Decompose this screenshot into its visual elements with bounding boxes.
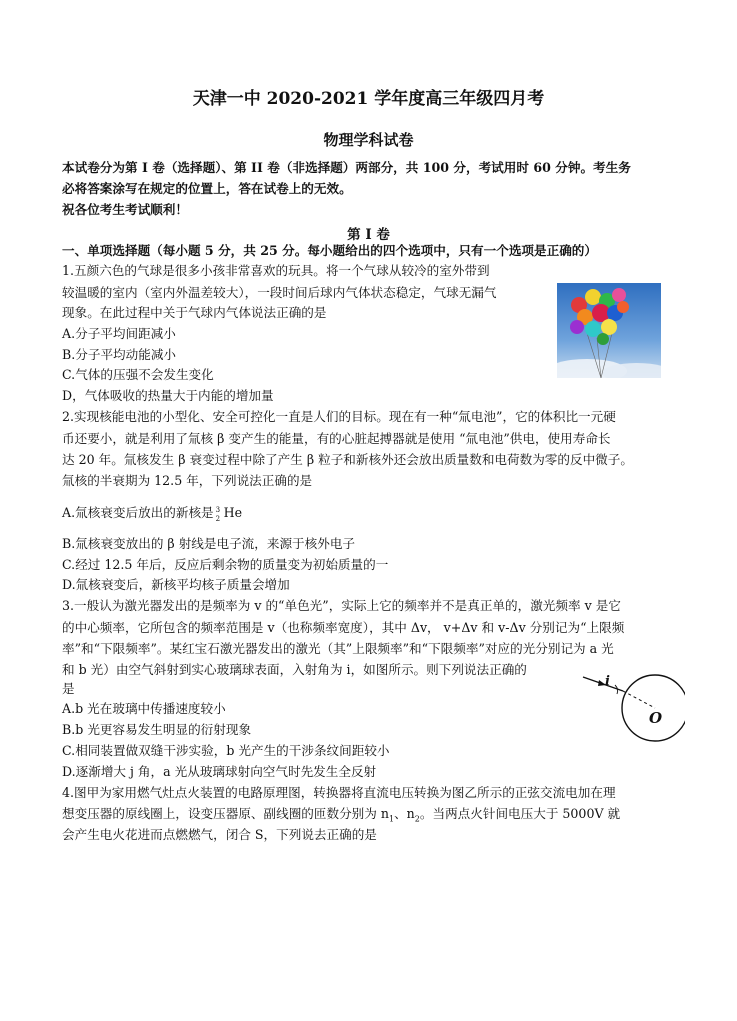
q2-option-a (62, 504, 242, 521)
q2-option-c: C.经过 12.5 年后，反应后剩余物的质量变为初始质量的一 (62, 557, 389, 572)
q1-line-3: 现象。在此过程中关于气球内气体说法正确的是 (62, 305, 327, 320)
q3-line-4: 和 b 光）由空气斜射到实心玻璃球表面，入射角为 i，如图所示。则下列说法正确的 (62, 662, 527, 677)
q3-option-c: C.相同装置做双缝干涉实验，b 光产生的干涉条纹间距较小 (62, 743, 390, 758)
q1-option-b: B.分子平均动能减小 (62, 347, 177, 362)
q3-option-d: D.逐渐增大 j 角，a 光从玻璃球射向空气时先发生全反射 (62, 764, 377, 779)
exam-subtitle: 物理学科试卷 (323, 131, 414, 149)
q1-line-1: 1.五颜六色的气球是很多小孩非常喜欢的玩具。将一个气球从较冷的室外带到 (62, 263, 490, 278)
balloon-photo (557, 283, 661, 378)
q2-line-3: 达 20 年。氚核发生 β 衰变过程中除了产生 β 粒子和新核外还会放出质量数和电荷数为零的反中微子。 (62, 452, 633, 467)
q4-line-1: 4.图甲为家用燃气灶点火装置的电路原理图，转换器将直流电压转换为图乙所示的正弦交流电加在理 (62, 785, 616, 800)
q2-option-a-text: A.氚核衰变后放出的新核是 (62, 505, 214, 520)
q4-line-3: 会产生电火花进而点燃燃气，闭合 S，下列说去正确的是 (62, 827, 377, 842)
exam-title: 天津一中 2020-2021 学年度高三年级四月考 (192, 89, 545, 109)
q3-line-1: 3.一般认为激光器发出的是频率为 v 的“单色光”，实际上它的频率并不是真正单的，激光频率 v 是它 (62, 598, 621, 613)
mass-number: 3 (215, 506, 221, 514)
q3-option-b: B.b 光更容易发生明显的衍射现象 (62, 722, 252, 737)
element-symbol: He (223, 505, 243, 520)
n2-subscript: 2 (414, 814, 420, 824)
nuclide-notation (214, 504, 224, 521)
q4-line-2-suffix: 。当两点火针间电压大于 5000V 就 (419, 806, 621, 821)
q4-line-2 (62, 805, 620, 828)
instruction-line-3: 祝各位考生考试顺利！ (62, 202, 188, 217)
q3-option-a: A.b 光在玻璃中传播速度较小 (62, 701, 226, 716)
q3-line-3: 率”和“下限频率”。某红宝石激光器发出的激光（其”上限频率”和“下限频率”对应的光分别记为 a 光 (62, 641, 614, 656)
angle-arc (615, 685, 618, 694)
charge-number: 2 (215, 515, 221, 523)
n1-subscript: 1 (388, 814, 395, 824)
center-label: O (649, 709, 663, 727)
glass-sphere-figure (575, 665, 685, 745)
q2-option-d: D.氚核衰变后，新核平均核子质量会增加 (62, 577, 290, 592)
q4-line-2-mid: 、n (394, 806, 415, 821)
instruction-line-2: 必将答案涂写在规定的位置上，答在试卷上的无效。 (62, 181, 352, 196)
normal-line (623, 691, 655, 708)
q1-option-d: D，气体吸收的热量大于内能的增加量 (62, 388, 274, 403)
q2-option-b: B.氚核衰变放出的 β 射线是电子流，来源于核外电子 (62, 536, 356, 551)
q2-line-1: 2.实现核能电池的小型化、安全可控化一直是人们的目标。现在有一种“氚电池”，它的体积比一元硬 (62, 409, 616, 424)
q3-line-2: 的中心频率，它所包含的频率范围是 v（也称频率宽度），其中 Δv， v+Δv 和 v-Δv 分别记为“上限频 (62, 620, 625, 635)
sphere-outline (622, 675, 685, 741)
instruction-line-1: 本试卷分为第 I 卷（选择题）、第 II 卷（非选择题）两部分，共 100 分，考试用时 60 分钟。考生务 (62, 160, 631, 175)
incident-angle-label: i (605, 674, 610, 689)
q2-line-2: 币还要小，就是利用了氚核 β 变产生的能量，有的心脏起搏器就是使用 “氚电池”供电，使用寿命长 (62, 431, 611, 446)
q1-option-a: A.分子平均间距减小 (62, 326, 176, 341)
q1-option-c: C.气体的压强不会发生变化 (62, 367, 214, 382)
q1-line-2: 较温暖的室内（室内外温差较大），一段时间后球内气体状态稳定，气球无漏气 (62, 285, 497, 300)
q2-line-4: 氚核的半衰期为 12.5 年，下列说法正确的是 (62, 473, 313, 488)
q3-line-5: 是 (62, 681, 75, 696)
section-heading: 一、单项选择题（每小题 5 分，共 25 分。每小题给出的四个选项中，只有一个选项是正确的） (62, 243, 597, 258)
q4-line-2-prefix: 想变压器的原线圈上，设变压器原、副线圈的匝数分别为 n (62, 806, 389, 821)
section-title: 第 I 卷 (347, 227, 390, 243)
